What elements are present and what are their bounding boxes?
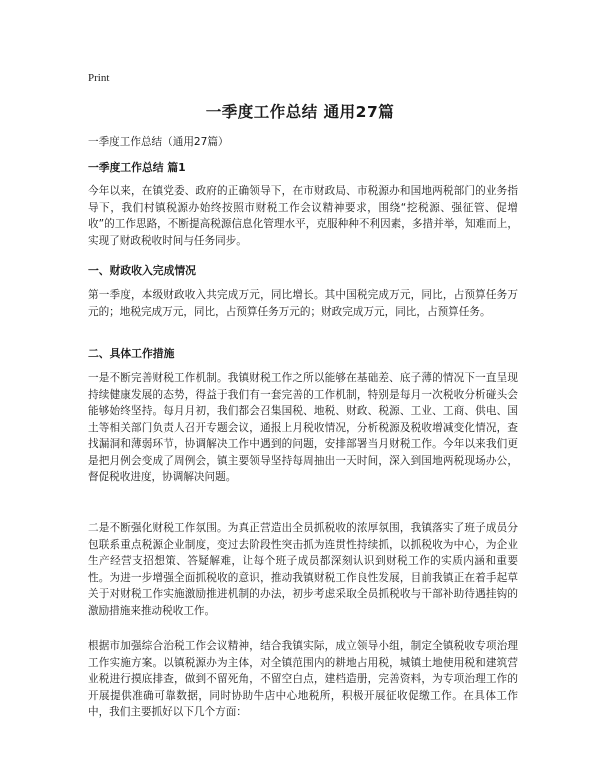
print-link[interactable]: Print	[88, 72, 110, 84]
measures-paragraph-3: 根据市加强综合治税工作会议精神，结合我镇实际，成立领导小组，制定全镇税收专项治理工作实施方案。以镇税源办为主体，对全镇范围内的耕地占用税，城镇土地使用税和建筑营业税进行摸底排查，做到不留死角，不留空白点，建档造册，完善资料，为专项治理工作的 开展提供准确可靠数据，同时协助牛店中心地税所，积极开展征收促缴工作。在具体工作中，我们主要抓好以下几个方面：	[88, 640, 518, 718]
document-subtitle: 一季度工作总结（通用27篇）	[88, 136, 229, 148]
heading-revenue: 一、财政收入完成情况	[88, 264, 196, 277]
intro-paragraph: 今年以来，在镇党委、政府的正确领导下，在市财政局、市税源办和国地两税部门的业务指导下，我们村镇税源办始终按照市财税工作会议精神要求，围绕“挖税源、强征管、促增收”的工作思路，不断提高税源信息化管理水平，克服种种不利因素，多措并举，知难而上，实现了财政税收时间与任务同步。	[88, 185, 518, 247]
heading-measures: 二、具体工作措施	[88, 347, 175, 360]
measures-paragraph-2: 二是不断强化财税工作氛围。为真正营造出全员抓税收的浓厚氛围，我镇落实了班子成员分包联系重点税源企业制度，变过去阶段性突击抓为连贯性持续抓，以抓税收为中心，为企业生产经营支招想策、答疑解难，让每个班子成员都深刻认识到财税工作的实质内涵和重要性。为进一步增强全面抓税收的意识，推动我镇财税工作良性发展，目前我镇正在着手起草关于对财税工作实施激励推进机制的办法，初步考虑采取全员抓税收与干部补助待遇挂钩的激励措施来推动税收工作。	[88, 522, 518, 617]
measures-paragraph-1: 一是不断完善财税工作机制。我镇财税工作之所以能够在基础差、底子薄的情况下一直呈现持续健康发展的态势，得益于我们有一套完善的工作机制，特别是每月一次税收分析碰头会能够始终坚持。每月月初，我们都会召集国税、地税、财政、税源、工业、工商、供电、国土等相关部门负责人召开专题会议，通报上月税收情况，分析税源及税收增减变化情况，查找漏洞和薄弱环节，协调解决工作中遇到的问题，安排部署当月财税工作。今年以来我们更是把月例会变成了周例会，镇主要领导坚持每周抽出一天时间，深入到国地两税现场办公，督促税收进度，协调解决问题。	[88, 372, 518, 483]
section-title: 一季度工作总结 篇1	[88, 161, 186, 174]
page-title: 一季度工作总结 通用27篇	[205, 103, 395, 121]
revenue-paragraph: 第一季度，本级财政收入共完成万元，同比增长。其中国税完成万元，同比，占预算任务万元的；地税完成万元，同比，占预算任务万元的；财政完成万元，同比，占预算任务。	[88, 289, 518, 318]
